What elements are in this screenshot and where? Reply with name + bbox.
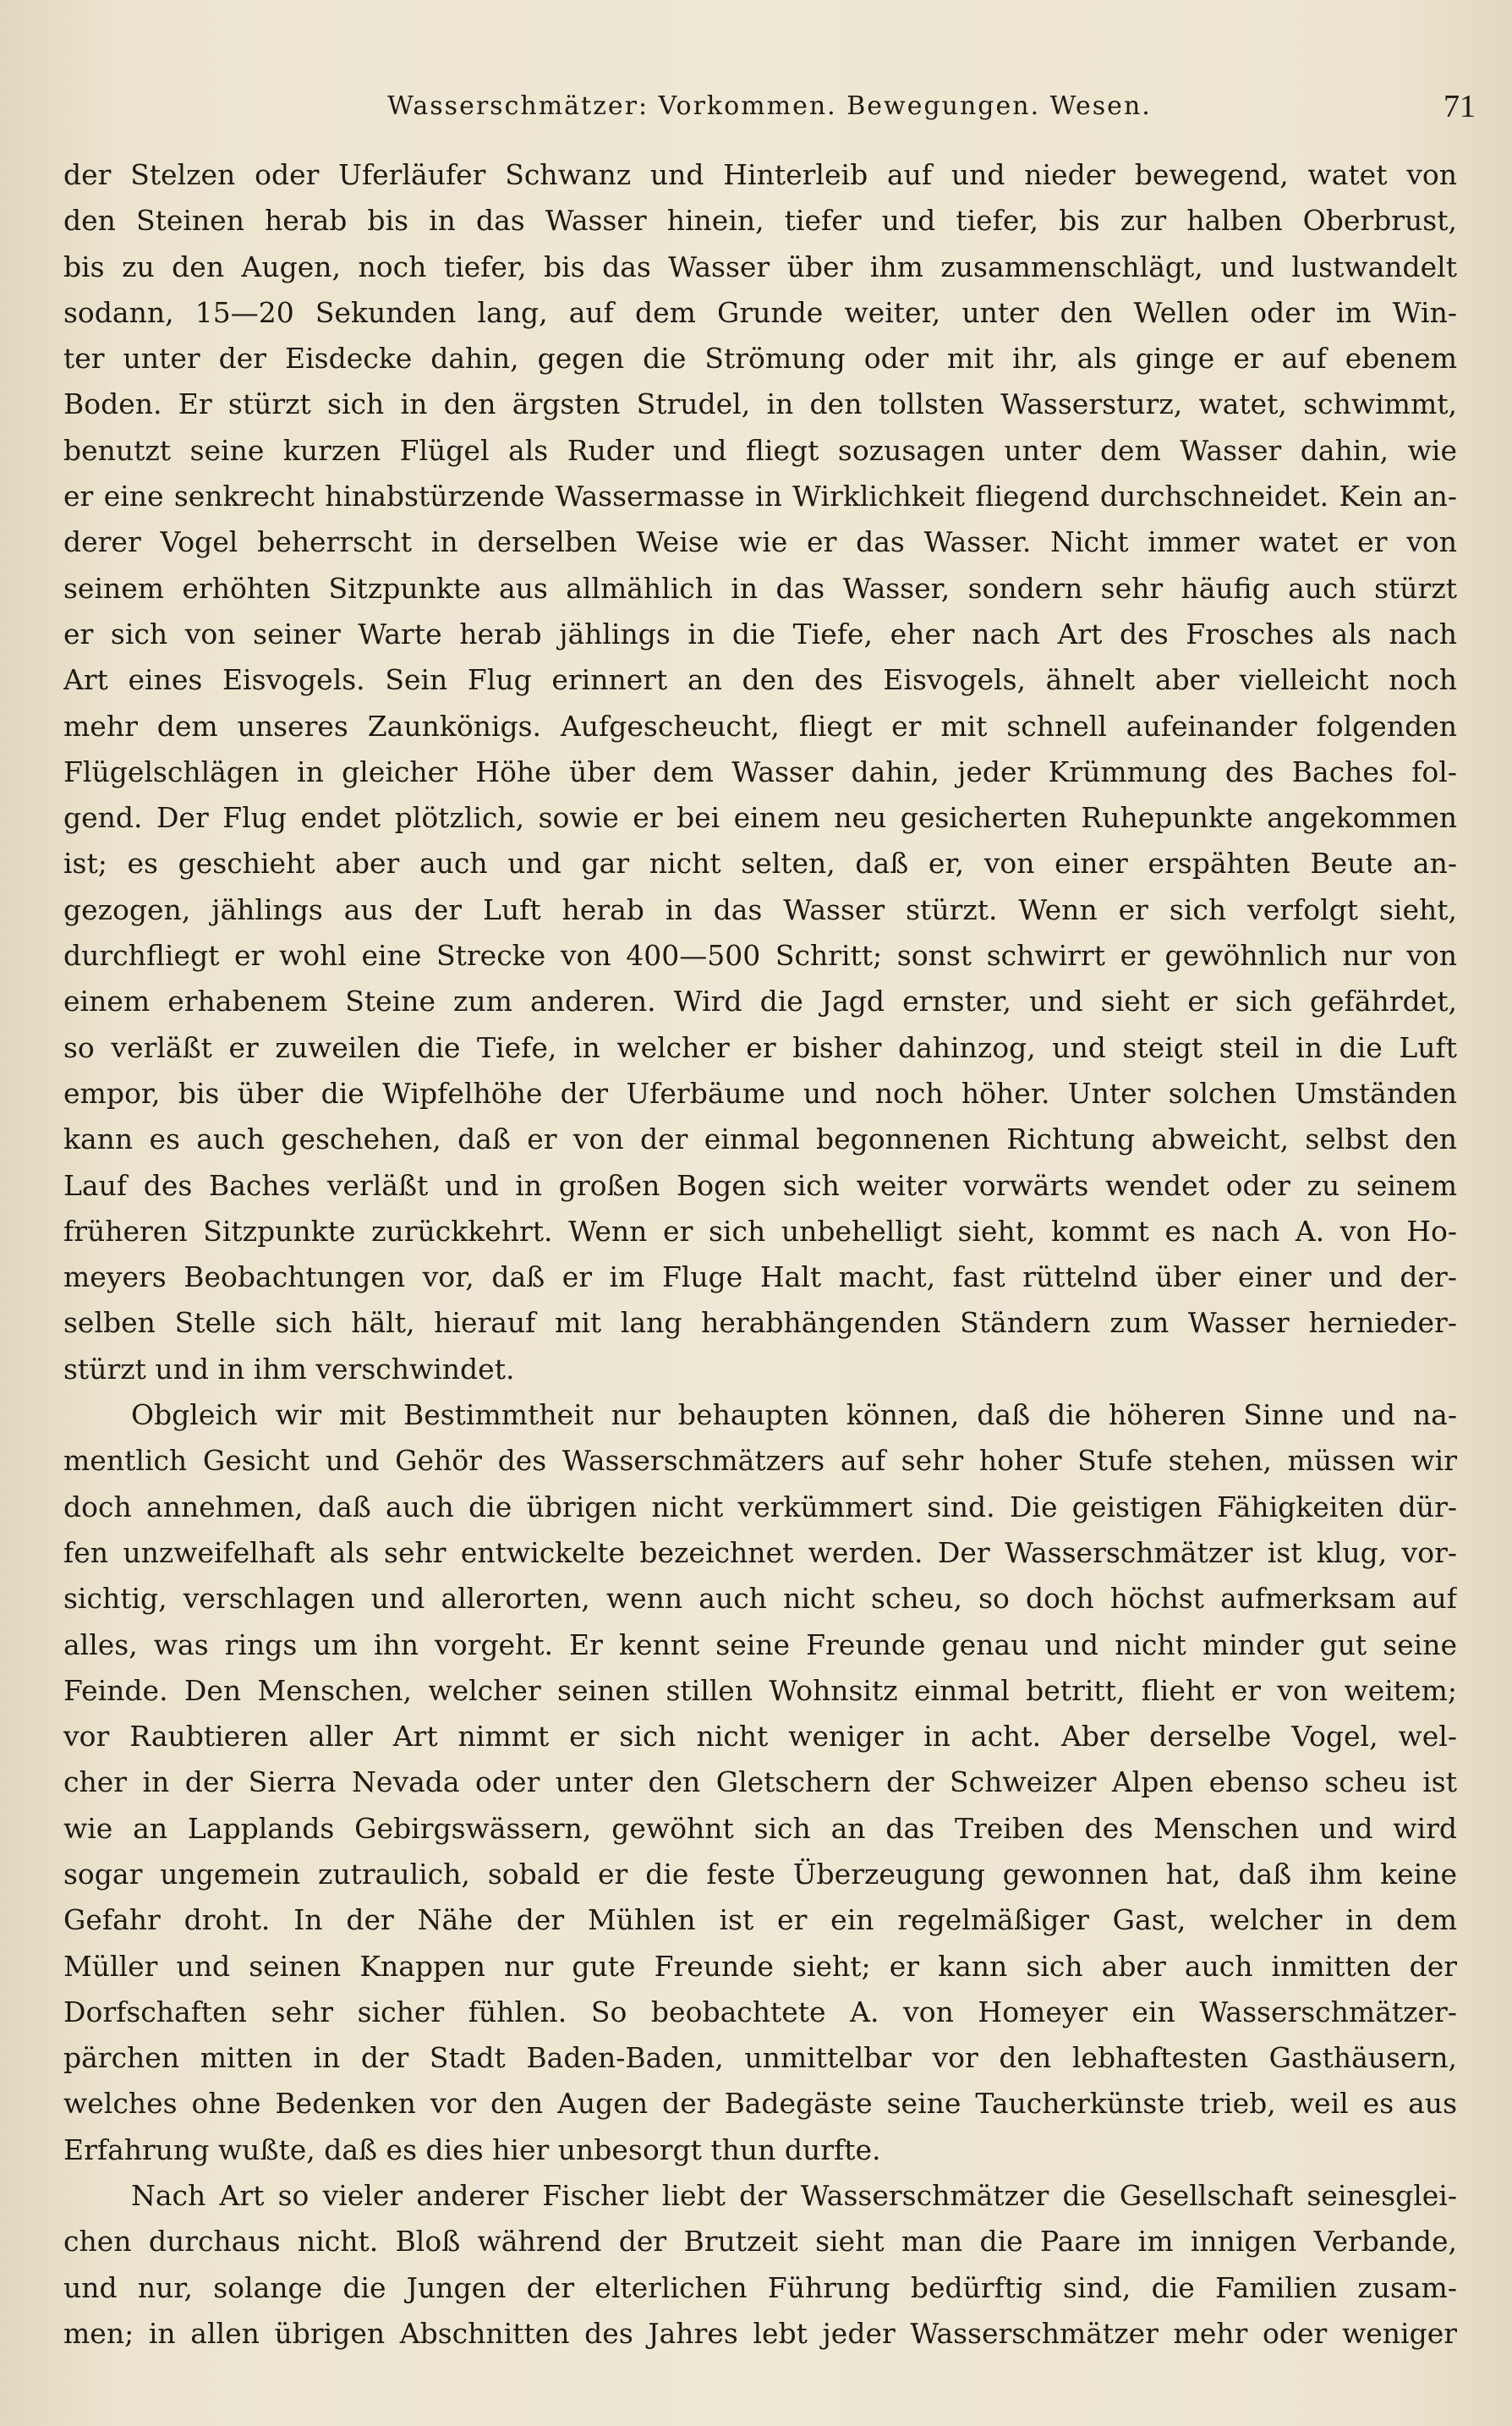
text-line: empor, bis über die Wipfelhöhe der Uferbäume und noch höher. Unter solchen Umständen — [63, 1076, 1457, 1110]
text-line: kann es auch geschehen, daß er von der einmal begonnenen Richtung abweicht, selbst den — [63, 1122, 1457, 1156]
text-line: cher in der Sierra Nevada oder unter den Gletschern der Schweizer Alpen ebenso scheu ist — [63, 1765, 1457, 1799]
text-line: Art eines Eisvogels. Sein Flug erinnert an den des Eisvogels, ähnelt aber vielleicht noch — [63, 663, 1457, 697]
text-line: er eine senkrecht hinabstürzende Wassermasse in Wirklichkeit fliegend durchschneidet. Kein an- — [63, 480, 1457, 513]
text-line: sichtig, verschlagen und allerorten, wenn auch nicht scheu, so doch höchst aufmerksam auf — [63, 1582, 1457, 1616]
text-line: Lauf des Baches verläßt und in großen Bogen sich weiter vorwärts wendet oder zu seinem — [63, 1168, 1457, 1202]
text-line: Nach Art so vieler anderer Fischer liebt der Wasserschmätzer die Gesellschaft seinesglei- — [131, 2179, 1457, 2213]
text-line: den Steinen herab bis in das Wasser hinein, tiefer und tiefer, bis zur halben Oberbrust, — [63, 204, 1457, 238]
text-line: früheren Sitzpunkte zurückkehrt. Wenn er sich unbehelligt sieht, kommt es nach A. von Ho- — [63, 1214, 1457, 1248]
text-line: gezogen, jählings aus der Luft herab in das Wasser stürzt. Wenn er sich verfolgt sieht, — [63, 892, 1457, 926]
text-line: Feinde. Den Menschen, welcher seinen stillen Wohnsitz einmal betritt, flieht er von weitem; — [63, 1673, 1457, 1707]
text-line: meyers Beobachtungen vor, daß er im Fluge Halt macht, fast rüttelnd über einer und der- — [63, 1260, 1457, 1294]
text-line: selben Stelle sich hält, hierauf mit lang herabhängenden Ständern zum Wasser hernieder- — [63, 1306, 1457, 1340]
text-line: mehr dem unseres Zaunkönigs. Aufgescheucht, fliegt er mit schnell aufeinander folgenden — [63, 709, 1457, 743]
text-line: er sich von seiner Warte herab jählings in die Tiefe, eher nach Art des Frosches als nach — [63, 617, 1457, 650]
text-line: Gefahr droht. In der Nähe der Mühlen ist er ein regelmäßiger Gast, welcher in dem — [63, 1903, 1457, 1937]
text-line: mentlich Gesicht und Gehör des Wasserschmätzers auf sehr hoher Stufe stehen, müssen wir — [63, 1444, 1457, 1478]
running-head: Wasserschmätzer: Vorkommen. Bewegungen. Wesen. — [387, 91, 1152, 121]
text-line: Obgleich wir mit Bestimmtheit nur behaupten können, daß die höheren Sinne und na- — [131, 1398, 1457, 1432]
text-line: ter unter der Eisdecke dahin, gegen die Strömung oder mit ihr, als ginge er auf ebenem — [63, 342, 1457, 376]
body-text — [63, 152, 1457, 2357]
text-line: derer Vogel beherrscht in derselben Weise wie er das Wasser. Nicht immer watet er von — [63, 525, 1457, 559]
text-line: Müller und seinen Knappen nur gute Freunde sieht; er kann sich aber auch inmitten der — [63, 1949, 1457, 1983]
text-line: sodann, 15—20 Sekunden lang, auf dem Grunde weiter, unter den Wellen oder im Win- — [63, 295, 1457, 329]
text-line: Boden. Er stürzt sich in den ärgsten Strudel, in den tollsten Wassersturz, watet, schwimmt, — [63, 387, 1457, 421]
text-line: alles, was rings um ihn vorgeht. Er kennt seine Freunde genau und nicht minder gut seine — [63, 1627, 1457, 1661]
text-line: durchfliegt er wohl eine Strecke von 400—500 Schritt; sonst schwirrt er gewöhnlich nur von — [63, 939, 1457, 973]
text-line: fen unzweifelhaft als sehr entwickelte bezeichnet werden. Der Wasserschmätzer ist klug, vor- — [63, 1535, 1457, 1569]
text-line: gend. Der Flug endet plötzlich, sowie er bei einem neu gesicherten Ruhepunkte angekommen — [63, 801, 1457, 835]
text-line: stürzt und in ihm verschwindet. — [63, 1352, 515, 1386]
text-line: wie an Lapplands Gebirgswässern, gewöhnt sich an das Treiben des Menschen und wird — [63, 1811, 1457, 1845]
text-line: benutzt seine kurzen Flügel als Ruder und fliegt sozusagen unter dem Wasser dahin, wie — [63, 433, 1457, 467]
text-line: so verläßt er zuweilen die Tiefe, in welcher er bisher dahinzog, und steigt steil in die Luft — [63, 1030, 1457, 1064]
text-line: chen durchaus nicht. Bloß während der Brutzeit sieht man die Paare im innigen Verbande, — [63, 2225, 1457, 2259]
text-line: Flügelschlägen in gleicher Höhe über dem Wasser dahin, jeder Krümmung des Baches fol- — [63, 755, 1457, 788]
text-line: men; in allen übrigen Abschnitten des Jahres lebt jeder Wasserschmätzer mehr oder weniger — [63, 2316, 1457, 2350]
page-number: 71 — [1444, 89, 1476, 124]
text-line: pärchen mitten in der Stadt Baden-Baden, unmittelbar vor den lebhaftesten Gasthäusern, — [63, 2041, 1457, 2075]
text-line: Dorfschaften sehr sicher fühlen. So beobachtete A. von Homeyer ein Wasserschmätzer- — [63, 1995, 1457, 2028]
text-line: bis zu den Augen, noch tiefer, bis das Wasser über ihm zusammenschlägt, und lustwandelt — [63, 250, 1457, 283]
text-line: einem erhabenem Steine zum anderen. Wird die Jagd ernster, und sieht er sich gefährdet, — [63, 985, 1457, 1018]
text-line: Erfahrung wußte, daß es dies hier unbesorgt thun durfte. — [63, 2132, 881, 2166]
page-header — [63, 85, 1476, 135]
text-line: vor Raubtieren aller Art nimmt er sich nicht weniger in acht. Aber derselbe Vogel, wel- — [63, 1720, 1457, 1754]
text-line: sogar ungemein zutraulich, sobald er die feste Überzeugung gewonnen hat, daß ihm keine — [63, 1857, 1457, 1891]
text-line: ist; es geschieht aber auch und gar nicht selten, daß er, von einer erspähten Beute an- — [63, 847, 1457, 881]
text-line: doch annehmen, daß auch die übrigen nicht verkümmert sind. Die geistigen Fähigkeiten dür- — [63, 1490, 1457, 1523]
text-line: und nur, solange die Jungen der elterlichen Führung bedürftig sind, die Familien zusam- — [63, 2270, 1457, 2304]
text-line: seinem erhöhten Sitzpunkte aus allmählich in das Wasser, sondern sehr häufig auch stürzt — [63, 571, 1457, 605]
text-line: welches ohne Bedenken vor den Augen der Badegäste seine Taucherkünste trieb, weil es aus — [63, 2087, 1457, 2121]
text-line: der Stelzen oder Uferläufer Schwanz und Hinterleib auf und nieder bewegend, watet von — [63, 158, 1457, 191]
